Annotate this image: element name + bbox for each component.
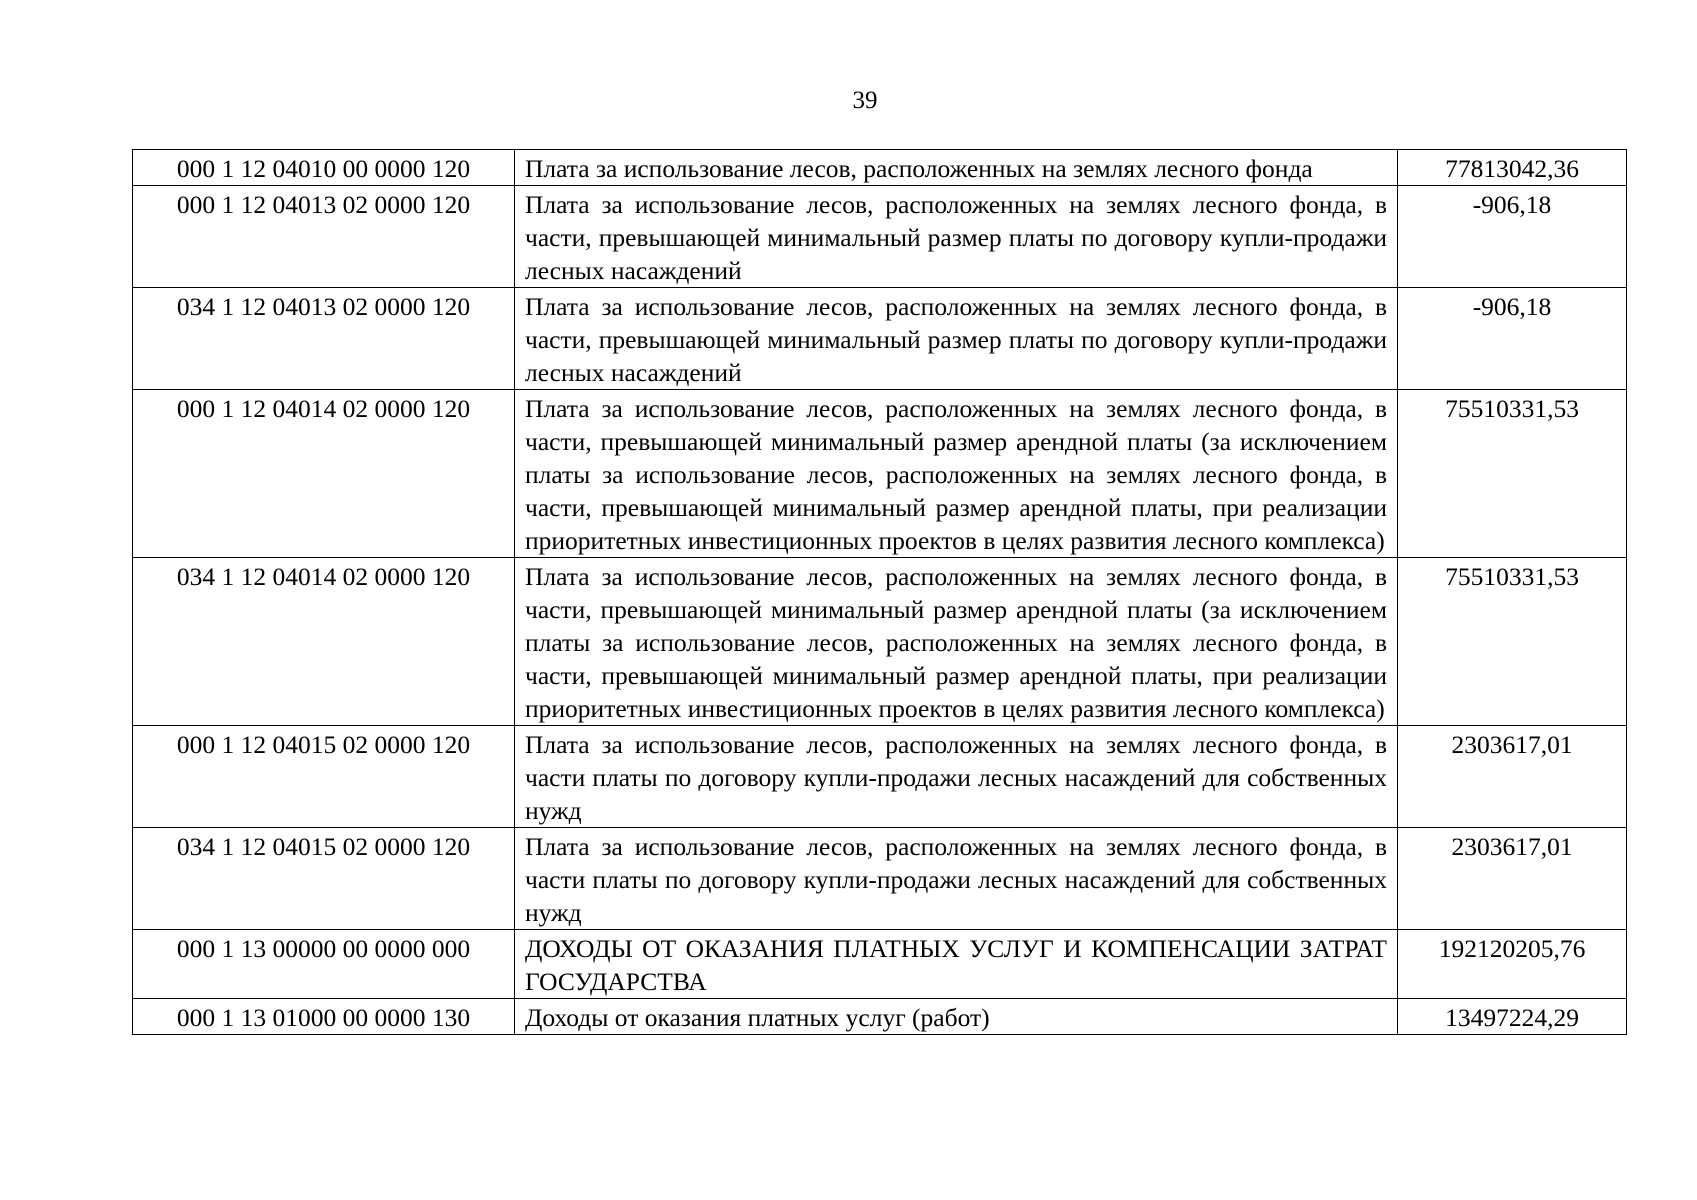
table-row — [133, 726, 1627, 828]
budget-code-cell: 034 1 12 04013 02 0000 120 — [133, 288, 515, 390]
amount-cell: 75510331,53 — [1398, 558, 1627, 726]
budget-code-cell: 000 1 12 04013 02 0000 120 — [133, 186, 515, 288]
amount-cell: 2303617,01 — [1398, 726, 1627, 828]
amount-cell: -906,18 — [1398, 288, 1627, 390]
revenue-name-cell: Плата за использование лесов, расположенных на землях лесного фонда, в части, превышающей минимальный размер арендной платы (за исключением платы за использование лесов, расположенных на землях лесного фонда, в части, превышающей минимальный размер арендной платы, при реализации приоритетных инвестиционных проектов в целях развития лесного комплекса) — [515, 558, 1398, 726]
table-row — [133, 999, 1627, 1035]
table-row — [133, 558, 1627, 726]
revenue-table-body — [133, 150, 1627, 1035]
budget-code-cell: 000 1 13 00000 00 0000 000 — [133, 930, 515, 999]
amount-cell: 2303617,01 — [1398, 828, 1627, 930]
revenue-name-cell: Плата за использование лесов, расположенных на землях лесного фонда, в части платы по договору купли-продажи лесных насаждений для собственных нужд — [515, 726, 1398, 828]
amount-cell: 13497224,29 — [1398, 999, 1627, 1035]
table-row — [133, 390, 1627, 558]
budget-code-cell: 000 1 12 04015 02 0000 120 — [133, 726, 515, 828]
table-row — [133, 828, 1627, 930]
table-row — [133, 930, 1627, 999]
revenue-name-cell: ДОХОДЫ ОТ ОКАЗАНИЯ ПЛАТНЫХ УСЛУГ И КОМПЕНСАЦИИ ЗАТРАТ ГОСУДАРСТВА — [515, 930, 1398, 999]
amount-cell: 192120205,76 — [1398, 930, 1627, 999]
amount-cell: 77813042,36 — [1398, 150, 1627, 186]
budget-code-cell: 000 1 13 01000 00 0000 130 — [133, 999, 515, 1035]
revenue-table — [132, 149, 1627, 1035]
budget-code-cell: 034 1 12 04014 02 0000 120 — [133, 558, 515, 726]
budget-code-cell: 034 1 12 04015 02 0000 120 — [133, 828, 515, 930]
revenue-name-cell: Доходы от оказания платных услуг (работ) — [515, 999, 1398, 1035]
revenue-name-cell: Плата за использование лесов, расположенных на землях лесного фонда, в части, превышающей минимальный размер платы по договору купли-продажи лесных насаждений — [515, 186, 1398, 288]
revenue-name-cell: Плата за использование лесов, расположенных на землях лесного фонда, в части платы по договору купли-продажи лесных насаждений для собственных нужд — [515, 828, 1398, 930]
amount-cell: -906,18 — [1398, 186, 1627, 288]
revenue-name-cell: Плата за использование лесов, расположенных на землях лесного фонда, в части, превышающей минимальный размер арендной платы (за исключением платы за использование лесов, расположенных на землях лесного фонда, в части, превышающей минимальный размер арендной платы, при реализации приоритетных инвестиционных проектов в целях развития лесного комплекса) — [515, 390, 1398, 558]
amount-cell: 75510331,53 — [1398, 390, 1627, 558]
budget-code-cell: 000 1 12 04010 00 0000 120 — [133, 150, 515, 186]
revenue-name-cell: Плата за использование лесов, расположенных на землях лесного фонда, в части, превышающей минимальный размер платы по договору купли-продажи лесных насаждений — [515, 288, 1398, 390]
budget-code-cell: 000 1 12 04014 02 0000 120 — [133, 390, 515, 558]
table-row — [133, 186, 1627, 288]
page-number: 39 — [852, 87, 878, 114]
table-row — [133, 150, 1627, 186]
revenue-name-cell: Плата за использование лесов, расположенных на землях лесного фонда — [515, 150, 1398, 186]
table-row — [133, 288, 1627, 390]
